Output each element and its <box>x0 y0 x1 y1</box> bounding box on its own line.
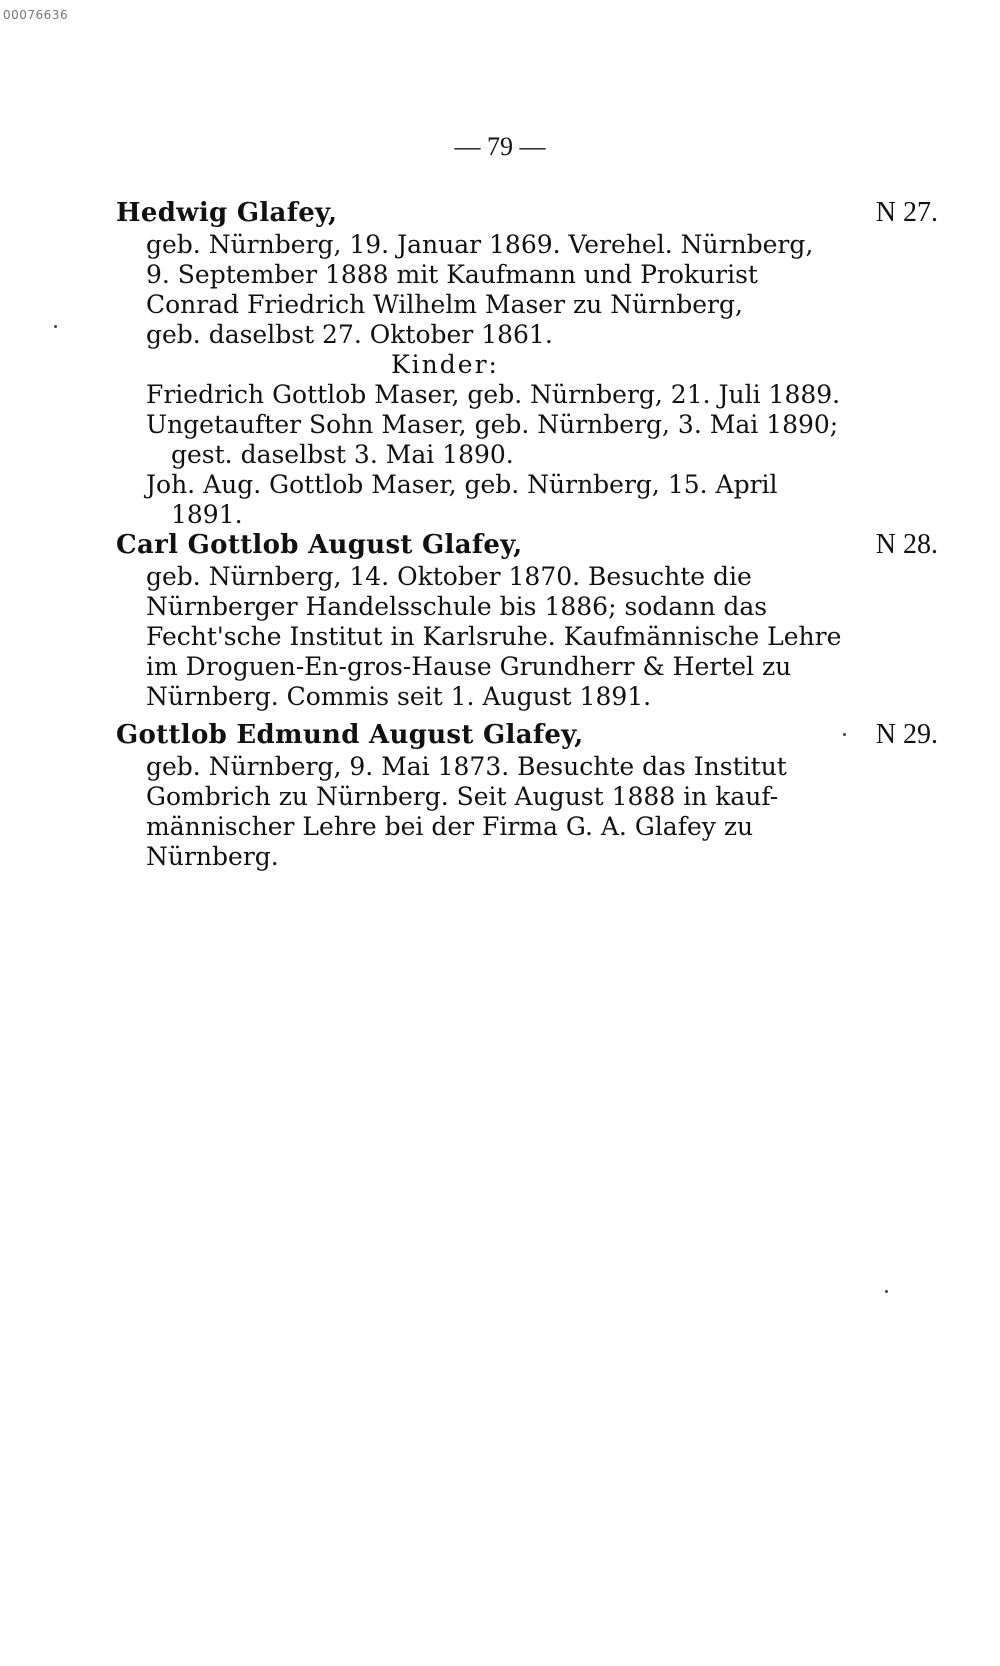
entry-line: Gombrich zu Nürnberg. Seit August 1888 in kauf- <box>146 782 779 811</box>
entry-name: Gottlob Edmund August Glafey, <box>116 720 584 750</box>
entry-line: Friedrich Gottlob Maser, geb. Nürnberg, 21. Juli 1889. <box>146 380 841 409</box>
scan-speck <box>54 325 57 328</box>
entry-line: Conrad Friedrich Wilhelm Maser zu Nürnberg, <box>146 290 743 319</box>
entry-line: geb. Nürnberg, 19. Januar 1869. Verehel. Nürnberg, <box>146 230 814 259</box>
entry-n28 <box>116 528 936 712</box>
entry-line: 1891. <box>171 500 243 529</box>
entry-line: Fecht'sche Institut in Karlsruhe. Kaufmännische Lehre <box>146 622 842 651</box>
scan-speck <box>843 733 846 736</box>
entry-line: im Droguen-En-gros-Hause Grundherr & Hertel zu <box>146 652 792 681</box>
entry-number: N 27. <box>875 197 938 228</box>
entry-line: Nürnberg. Commis seit 1. August 1891. <box>146 682 652 711</box>
entry-n29 <box>116 718 936 872</box>
entry-line: geb. Nürnberg, 9. Mai 1873. Besuchte das Institut <box>146 752 787 781</box>
page-id: 00076636 <box>3 8 69 22</box>
entry-line: Joh. Aug. Gottlob Maser, geb. Nürnberg, 15. April <box>146 470 778 499</box>
entry-n27 <box>116 196 936 530</box>
entry-number: N 28. <box>875 529 938 560</box>
entry-subheading: Kinder: <box>391 350 499 379</box>
entry-line: Nürnberg. <box>146 842 279 871</box>
entry-line: geb. Nürnberg, 14. Oktober 1870. Besuchte die <box>146 562 752 591</box>
page-number: — 79 — <box>454 132 546 161</box>
entry-line: Nürnberger Handelsschule bis 1886; sodann das <box>146 592 768 621</box>
entry-line: Ungetaufter Sohn Maser, geb. Nürnberg, 3. Mai 1890; <box>146 410 839 439</box>
entry-line: männischer Lehre bei der Firma G. A. Glafey zu <box>146 812 754 841</box>
entry-number: N 29. <box>875 719 938 750</box>
entry-name: Carl Gottlob August Glafey, <box>116 530 523 560</box>
scan-speck <box>885 1290 888 1293</box>
entry-name: Hedwig Glafey, <box>116 198 338 228</box>
entry-line: geb. daselbst 27. Oktober 1861. <box>146 320 553 349</box>
entry-line: 9. September 1888 mit Kaufmann und Prokurist <box>146 260 758 289</box>
entry-line: gest. daselbst 3. Mai 1890. <box>171 440 514 469</box>
